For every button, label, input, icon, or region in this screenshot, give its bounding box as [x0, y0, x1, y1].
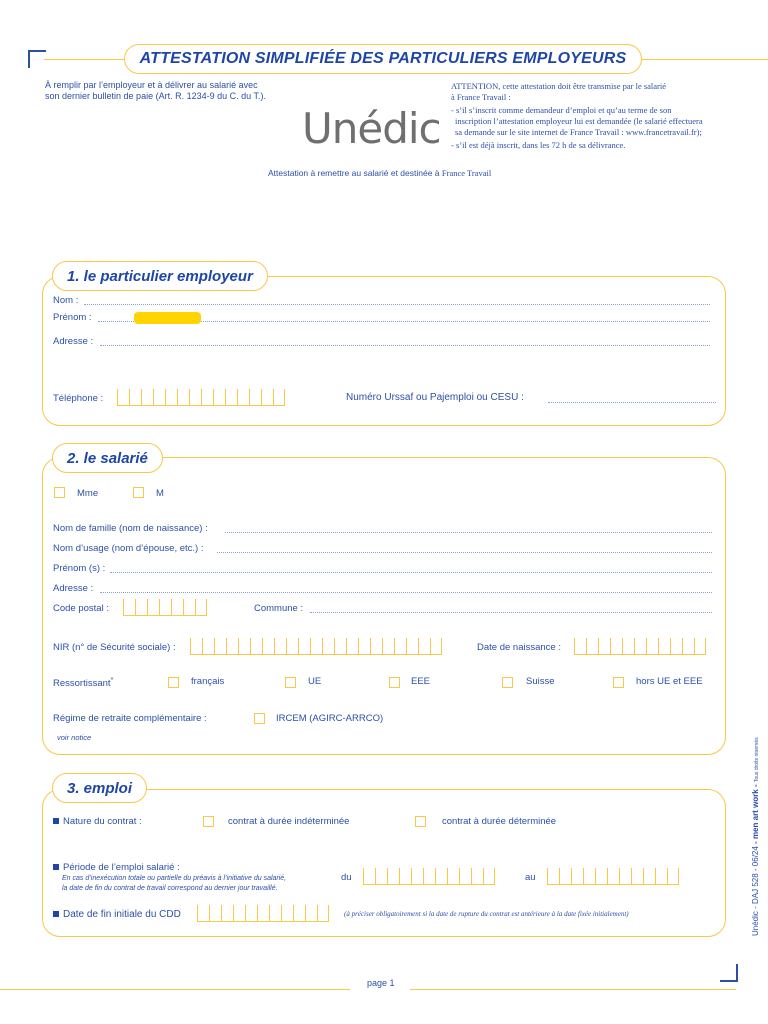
employee-adresse-field[interactable] [100, 592, 712, 593]
employee-adresse-label: Adresse : [53, 583, 94, 594]
bullet-icon [53, 864, 59, 870]
side-reference: Unédic - DAJ 528 - 06/24 - men art work - Tous droits réservés [751, 737, 760, 936]
date-fin-cdd-label: Date de fin initiale du CDD [53, 909, 181, 920]
footer-rule-right [410, 989, 736, 990]
m-checkbox[interactable] [133, 487, 144, 498]
ressortissant-label: Ressortissant* [53, 677, 114, 690]
nom-usage-label: Nom d’usage (nom d’épouse, etc.) : [53, 543, 204, 554]
nationality-ue-label: UE [308, 676, 322, 687]
prenoms-label: Prénom (s) : [53, 563, 106, 574]
nationality-suisse-label: Suisse [526, 676, 555, 687]
cdd-label: contrat à durée déterminée [442, 816, 557, 827]
employer-telephone-field[interactable] [117, 389, 285, 406]
title-rule-left [44, 59, 124, 60]
code-postal-field[interactable] [123, 599, 207, 616]
prenoms-field[interactable] [110, 572, 712, 573]
redacted-highlight [134, 312, 201, 324]
attention-notice: ATTENTION, cette attestation doit être transmise par le salarié à France Travail : - s’il s’inscrit comme demandeur d’emploi et qu’au terme de son inscription l’attestation employeur lui est demandée (le salarié effectuera sa demande sur le site internet de France Travail : www.francetravail.fr); - s’il est déjà inscrit, dans les 72 h de sa délivrance. [451, 81, 703, 150]
mme-label: Mme [77, 488, 99, 499]
au-label: au [525, 872, 536, 883]
date-fin-cdd-note: (à préciser obligatoirement si la date de rupture du contrat est antérieure à la date fixée initialement) [344, 910, 629, 918]
unedic-logo: Unédic [302, 104, 441, 153]
section-employee-title: 2. le salarié [52, 443, 163, 473]
employer-adresse-field[interactable] [100, 345, 710, 346]
nom-famille-field[interactable] [225, 532, 712, 533]
commune-field[interactable] [310, 612, 712, 613]
bullet-icon [53, 818, 59, 824]
periode-note: En cas d’inexécution totale ou partielle du préavis à l’initiative du salarié, la date de fin du contrat de travail correspond au dernier jour travaillé. [62, 875, 287, 892]
employer-nom-label: Nom : [53, 295, 79, 306]
cdd-checkbox[interactable] [415, 816, 426, 827]
nom-usage-field[interactable] [217, 552, 712, 553]
m-label: M [156, 488, 164, 499]
employer-nom-field[interactable] [84, 304, 710, 305]
commune-label: Commune : [254, 603, 304, 614]
employer-telephone-label: Téléphone : [53, 393, 104, 404]
cdi-label: contrat à durée indéterminée [228, 816, 350, 827]
nationality-francais-label: français [191, 676, 225, 687]
nationality-ue-checkbox[interactable] [285, 677, 296, 688]
section-employer-title: 1. le particulier employeur [52, 261, 268, 291]
voir-notice: voir notice [57, 733, 92, 742]
du-label: du [341, 872, 352, 883]
ircem-label: IRCEM (AGIRC-ARRCO) [276, 713, 384, 724]
nationality-eee-checkbox[interactable] [389, 677, 400, 688]
employer-adresse-label: Adresse : [53, 336, 94, 347]
instructions: À remplir par l’employeur et à délivrer au salarié avec son dernier bulletin de paie (Art. R. 1234-9 du C. du T.). [45, 80, 266, 101]
footer-rule-left [0, 989, 350, 990]
nir-label: NIR (n° de Sécurité sociale) : [53, 642, 176, 653]
cdi-checkbox[interactable] [203, 816, 214, 827]
date-naissance-field[interactable] [574, 638, 706, 655]
date-fin-cdd-field[interactable] [197, 905, 329, 922]
periode-du-field[interactable] [363, 868, 495, 885]
urssaf-field[interactable] [548, 402, 716, 403]
title-rule-right [642, 59, 768, 60]
periode-au-field[interactable] [547, 868, 679, 885]
periode-label: Période de l’emploi salarié : [53, 862, 180, 873]
nom-famille-label: Nom de famille (nom de naissance) : [53, 523, 208, 534]
page-number: page 1 [367, 978, 395, 988]
bullet-icon [53, 911, 59, 917]
nir-field[interactable] [190, 638, 442, 655]
nationality-hors-ue-label: hors UE et EEE [636, 676, 703, 687]
nature-contrat-label: Nature du contrat : [53, 816, 142, 827]
section-emploi-title: 3. emploi [52, 773, 147, 803]
nationality-suisse-checkbox[interactable] [502, 677, 513, 688]
nationality-eee-label: EEE [411, 676, 431, 687]
nationality-francais-checkbox[interactable] [168, 677, 179, 688]
date-naissance-label: Date de naissance : [477, 642, 561, 653]
form-title: ATTESTATION SIMPLIFIÉE DES PARTICULIERS EMPLOYEURS [124, 44, 642, 74]
ircem-checkbox[interactable] [254, 713, 265, 724]
corner-mark-bottom-right [720, 964, 738, 982]
employer-prenom-label: Prénom : [53, 312, 92, 323]
code-postal-label: Code postal : [53, 603, 109, 614]
nationality-hors-ue-checkbox[interactable] [613, 677, 624, 688]
mme-checkbox[interactable] [54, 487, 65, 498]
retraite-label: Régime de retraite complémentaire : [53, 713, 207, 724]
attestation-subtitle: Attestation à remettre au salarié et destinée à France Travail [268, 168, 492, 178]
urssaf-label: Numéro Urssaf ou Pajemploi ou CESU : [346, 392, 524, 403]
